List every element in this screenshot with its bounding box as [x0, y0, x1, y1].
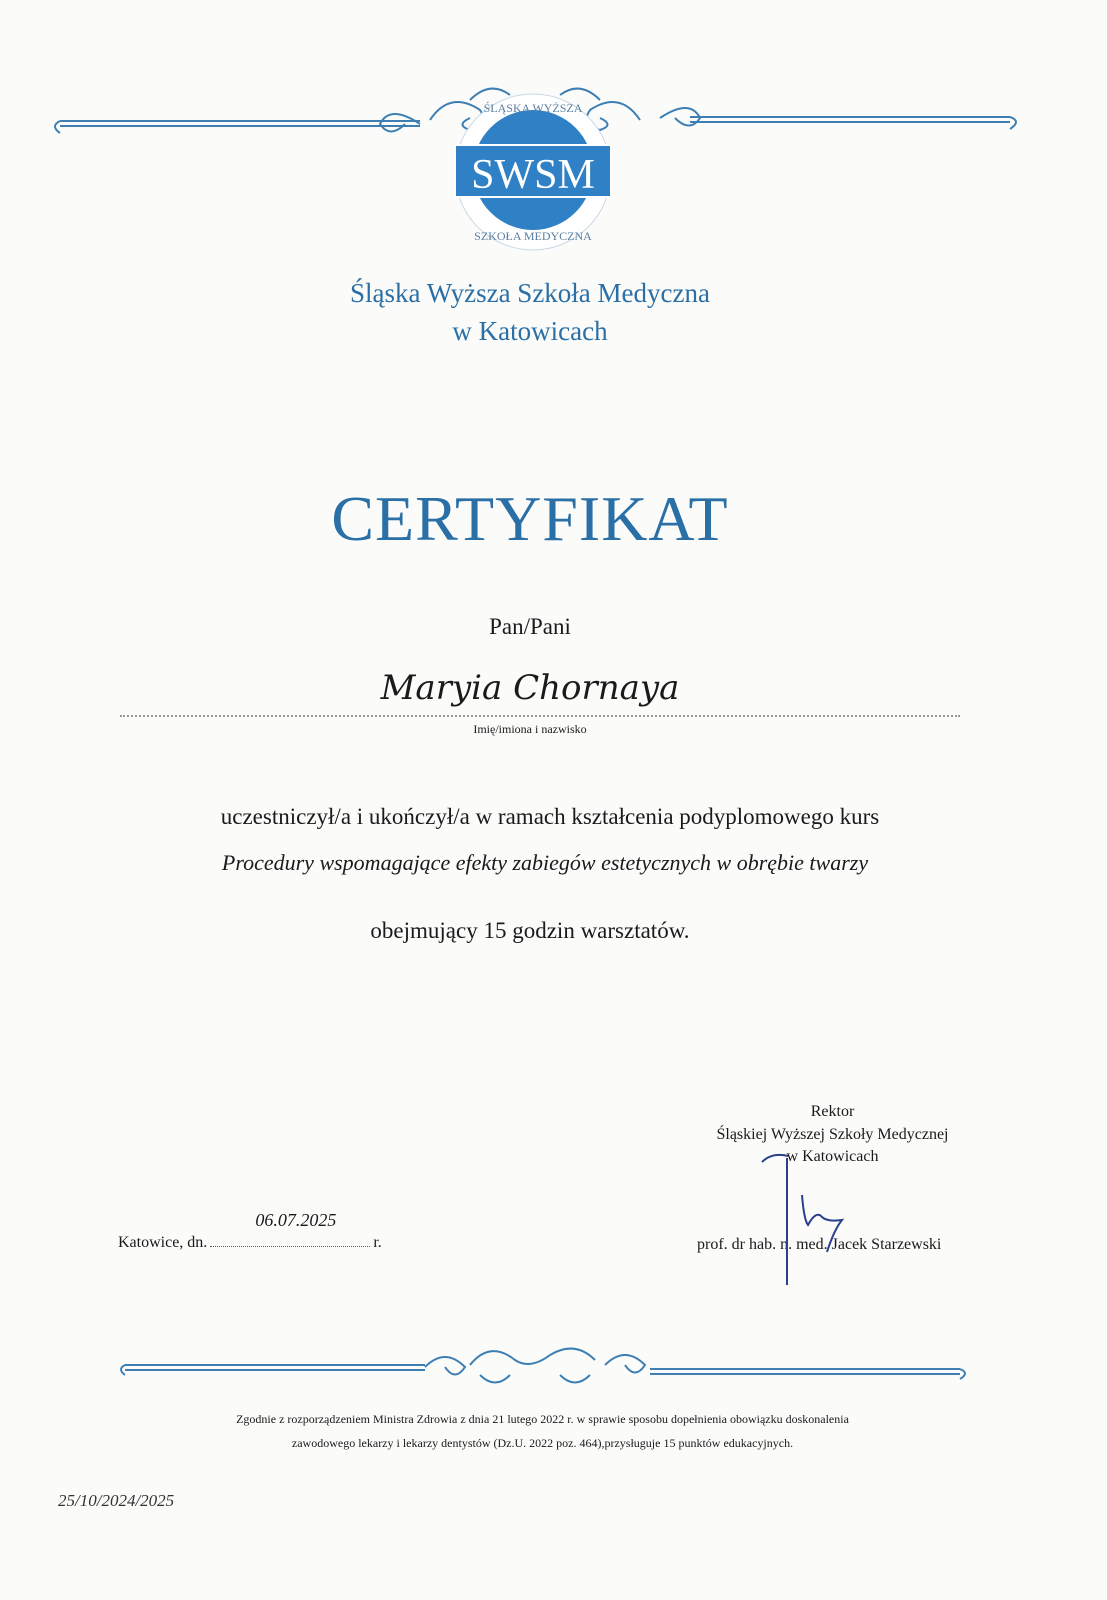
date-suffix: r. [373, 1234, 382, 1251]
top-ornament [0, 0, 1107, 260]
date-field [210, 1210, 370, 1247]
rector-name: prof. dr hab. n. med. Jacek Starzewski [697, 1236, 942, 1253]
salutation: Pan/Pani [489, 614, 571, 639]
svg-text:SWSM: SWSM [471, 152, 595, 198]
certificate-title: CERTYFIKAT [331, 483, 729, 554]
svg-text:SZKOŁA MEDYCZNA: SZKOŁA MEDYCZNA [474, 229, 592, 243]
footer-note-line-2: zawodowego lekarzy i lekarzy dentystów (Dz.U. 2022 poz. 464),przysługuje 15 punktów edukacyjnych. [291, 1436, 794, 1450]
name-dotted-line [120, 715, 960, 717]
body-line-3: obejmujący 15 godzin warsztatów. [370, 918, 690, 943]
bottom-ornament [0, 1335, 1107, 1405]
recipient-name: Maryia Chornaya [380, 668, 680, 708]
issue-date: 06.07.2025 [255, 1210, 337, 1230]
logo [455, 94, 611, 250]
rector-city: w Katowicach [786, 1148, 879, 1165]
footer-note-line-1: Zgodnie z rozporządzeniem Ministra Zdrowia z dnia 21 lutego 2022 r. w sprawie sposobu dopełnienia obowiązku doskonalenia [236, 1412, 849, 1426]
place-prefix: Katowice, dn. [118, 1234, 208, 1251]
signature [750, 1140, 870, 1290]
rector-title: Rektor [810, 1103, 855, 1120]
serial-number: 25/10/2024/2025 [58, 1491, 175, 1510]
course-name: Procedury wspomagające efekty zabiegów estetycznych w obrębie twarzy [221, 850, 869, 875]
body-line-1: uczestniczył/a i ukończył/a w ramach kształcenia podyplomowego kurs [220, 804, 880, 829]
svg-text:ŚLĄSKA WYŻSZA: ŚLĄSKA WYŻSZA [483, 101, 583, 115]
institution-city: w Katowicach [452, 316, 608, 346]
name-caption: Imię/imiona i nazwisko [473, 722, 587, 736]
institution-name: Śląska Wyższa Szkoła Medyczna [349, 278, 710, 308]
place-date [118, 1210, 382, 1252]
rector-institution: Śląskiej Wyższej Szkoły Medycznej [716, 1126, 949, 1143]
